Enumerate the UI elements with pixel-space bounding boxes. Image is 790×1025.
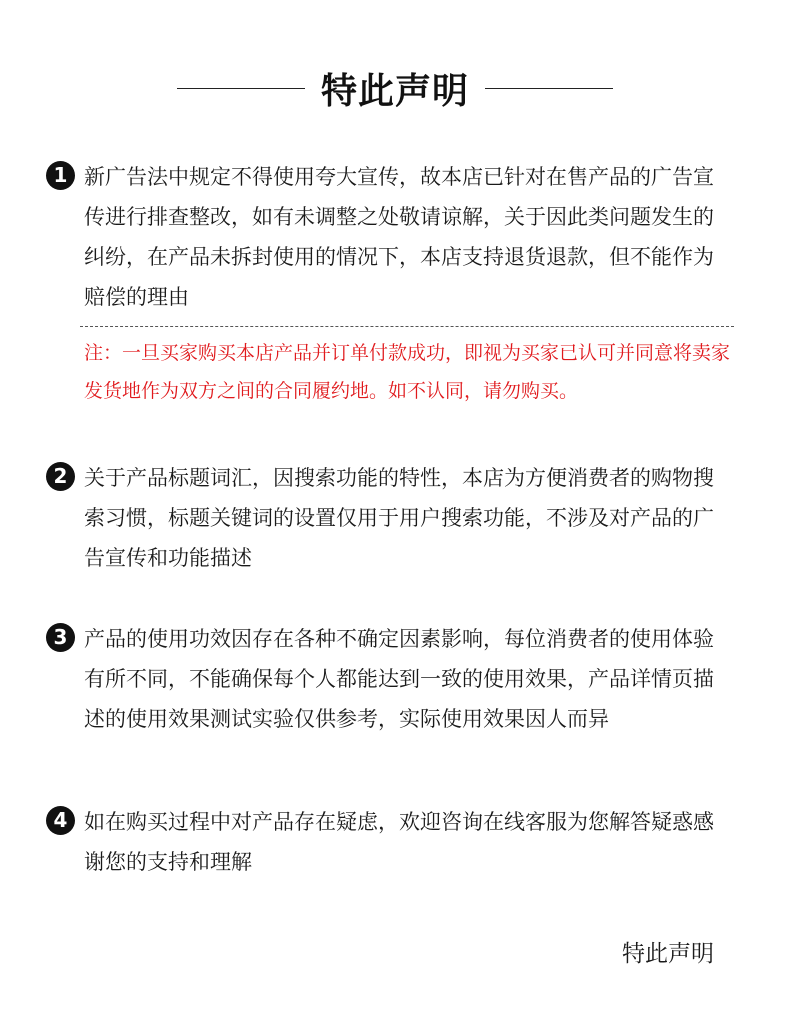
statement-item-3 [46, 619, 746, 739]
dashed-divider [80, 326, 734, 327]
number-badge-icon: 3 [46, 623, 75, 652]
header-left-rule [177, 88, 305, 89]
signature: 特此声明 [622, 941, 714, 967]
statement-text: 关于产品标题词汇，因搜索功能的特性，本店为方便消费者的购物搜索习惯，标题关键词的设置仅用于用户搜索功能，不涉及对产品的广告宣传和功能描述 [84, 466, 714, 570]
statement-item-4 [46, 802, 746, 882]
number-badge-icon: 1 [46, 161, 75, 190]
header-right-rule [485, 88, 613, 89]
statement-text: 如在购买过程中对产品存在疑虑，欢迎咨询在线客服为您解答疑惑感谢您的支持和理解 [84, 810, 714, 874]
page-header [0, 60, 790, 116]
notice-text: 注：一旦买家购买本店产品并订单付款成功，即视为买家已认可并同意将卖家发货地作为双方之间的合同履约地。如不认同，请勿购买。 [84, 342, 731, 402]
statement-item-2 [46, 458, 746, 578]
number-badge-icon: 4 [46, 806, 75, 835]
statement-text: 产品的使用功效因存在各种不确定因素影响，每位消费者的使用体验有所不同，不能确保每个人都能达到一致的使用效果，产品详情页描述的使用效果测试实验仅供参考，实际使用效果因人而异 [84, 627, 714, 731]
number-badge-icon: 2 [46, 462, 75, 491]
statement-item-1 [46, 157, 746, 317]
statement-text: 新广告法中规定不得使用夸大宣传，故本店已针对在售产品的广告宣传进行排查整改，如有未调整之处敬请谅解，关于因此类问题发生的纠纷，在产品未拆封使用的情况下，本店支持退货退款，但不能作为赔偿的理由 [84, 165, 714, 309]
page-title: 特此声明 [320, 70, 469, 112]
